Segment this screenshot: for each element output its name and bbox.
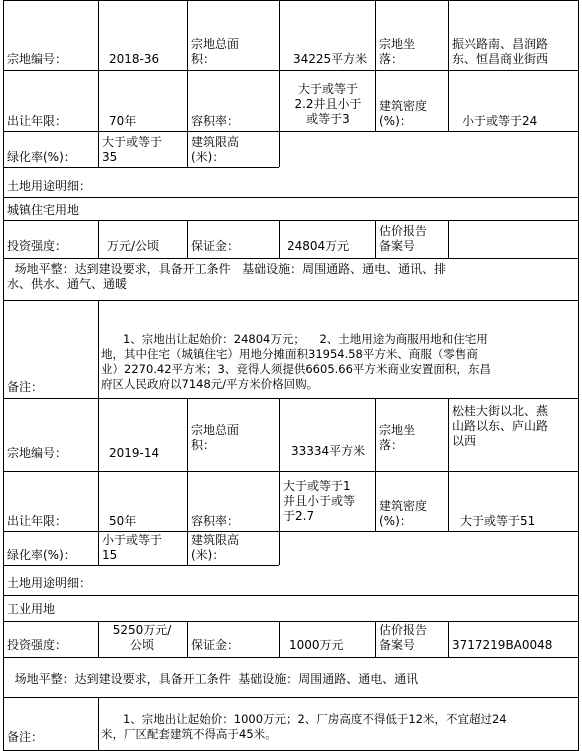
- row-divider: [3, 657, 579, 658]
- parcel-density-value: 小于或等于24: [462, 114, 538, 128]
- col-divider: [375, 398, 376, 531]
- col-divider: [187, 621, 188, 657]
- col-divider: [187, 220, 188, 258]
- parcel-remarks-value: 1、宗地出让起始价：24804万元； 2、土地用途为商服用地和住宅用 地，其中住宅（城镇住宅）用地分摊面积31954.58平方米、商服（零售商 业）2270.42平方米；3、竞得人须提供6605.66平方米商业安置面积，东昌 府区人民政府以7148元/平方米价格回购。: [101, 332, 491, 391]
- parcel-use-detail-label: 土地用途明细：: [7, 179, 92, 193]
- parcel-invest-label: 投资强度：: [7, 638, 68, 652]
- parcel-deposit-label: 保证金：: [191, 638, 240, 652]
- col-divider: [98, 220, 99, 258]
- col-divider: [279, 621, 280, 657]
- table-border-top: [3, 0, 579, 1]
- parcel-deposit-value: 1000万元: [289, 638, 344, 652]
- row-divider: [3, 197, 579, 198]
- parcel-invest-value: 5250万元/ 公顷: [112, 623, 172, 652]
- parcel-density-label: 建筑密度 (%)：: [379, 499, 428, 528]
- parcel-code-label: 宗地编号：: [7, 52, 68, 66]
- parcel-remarks-label: 备注：: [7, 380, 44, 394]
- parcel-density-value: 大于或等于51: [460, 514, 536, 528]
- parcel-remarks-value: 1、宗地出让起始价：1000万元；2、厂房高度不得低于12米，不宜超过24 米，厂区配套建筑不得高于45米。: [101, 712, 507, 741]
- parcel-height-label: 建筑限高 (米)：: [191, 135, 240, 164]
- parcel-area-label: 宗地总面 积：: [191, 37, 240, 66]
- parcel-green-label: 绿化率(%)：: [7, 548, 76, 562]
- row-divider: [3, 531, 579, 532]
- col-divider: [98, 697, 99, 751]
- row-divider: [3, 697, 579, 698]
- parcel-far-label: 容积率：: [191, 514, 240, 528]
- parcel-invest-label: 投资强度：: [7, 239, 68, 253]
- col-divider: [375, 621, 376, 657]
- table-border-right: [578, 0, 579, 751]
- parcel-use-detail-label: 土地用途明细：: [7, 576, 92, 590]
- parcel-green-value: 小于或等于 15: [102, 533, 163, 562]
- col-divider: [375, 220, 376, 258]
- parcel-location-label: 宗地坐 落：: [379, 37, 416, 66]
- col-divider: [448, 398, 449, 531]
- col-divider: [375, 0, 376, 131]
- parcel-deposit-label: 保证金：: [191, 239, 240, 253]
- parcel-term-value: 70年: [109, 114, 137, 128]
- row-divider: [3, 595, 579, 596]
- parcel-far-value: 大于或等于1 并且小于或等 于2.7: [283, 479, 356, 523]
- row-divider: [3, 220, 579, 221]
- row-divider: [3, 300, 579, 301]
- parcel-term-value: 50年: [109, 514, 137, 528]
- row-divider: [3, 70, 579, 71]
- col-divider: [279, 220, 280, 258]
- parcel-area-value: 33334平方米: [291, 444, 366, 458]
- col-divider: [98, 300, 99, 398]
- parcel-location-value: 松桂大街以北、燕 山路以东、庐山路 以西: [452, 404, 549, 448]
- col-divider: [279, 0, 280, 167]
- row-divider: [3, 565, 279, 566]
- parcel-site-conditions: 场地平整：达到建设要求，具备开工条件 基础设施：周围通路、通电、通讯: [7, 672, 419, 686]
- row-divider: [3, 471, 579, 472]
- col-divider: [448, 621, 449, 657]
- parcel-report-label: 估价报告 备案号: [379, 224, 428, 253]
- parcel-report-value: 3717219BA0048: [452, 638, 553, 652]
- parcel-remarks-label: 备注：: [7, 730, 44, 744]
- col-divider: [98, 0, 99, 167]
- parcel-location-value: 振兴路南、昌润路 东、恒昌商业街西: [452, 37, 549, 66]
- row-divider: [3, 258, 579, 259]
- parcel-green-value: 大于或等于 35: [102, 135, 163, 164]
- parcel-code-label: 宗地编号：: [7, 446, 68, 460]
- row-divider: [3, 131, 579, 132]
- parcel-invest-value: 万元/公顷: [107, 239, 160, 253]
- col-divider: [448, 220, 449, 258]
- parcel-code-value: 2018-36: [109, 52, 160, 66]
- col-divider: [98, 621, 99, 657]
- parcel-location-label: 宗地坐 落：: [379, 423, 416, 452]
- parcel-density-label: 建筑密度 (%)：: [379, 99, 428, 128]
- row-divider: [3, 398, 579, 399]
- land-parcel-announcement-table: [3, 0, 579, 751]
- parcel-far-value: 大于或等于 2.2并且小于 或等于3: [294, 82, 362, 126]
- col-divider: [98, 398, 99, 565]
- parcel-far-label: 容积率：: [191, 114, 240, 128]
- parcel-deposit-value: 24804万元: [287, 239, 350, 253]
- parcel-area-label: 宗地总面 积：: [191, 423, 240, 452]
- parcel-term-label: 出让年限：: [7, 514, 68, 528]
- col-divider: [448, 0, 449, 131]
- table-border-left: [3, 0, 4, 751]
- parcel-site-conditions: 场地平整：达到建设要求，具备开工条件 基础设施：周围通路、通电、通讯、排 水、供水、通气、通暖: [7, 262, 447, 291]
- parcel-height-label: 建筑限高 (米)：: [191, 533, 240, 562]
- col-divider: [187, 398, 188, 565]
- parcel-code-value: 2019-14: [109, 446, 160, 460]
- parcel-area-value: 34225平方米: [293, 52, 368, 66]
- col-divider: [279, 398, 280, 565]
- row-divider: [3, 621, 579, 622]
- parcel-report-label: 估价报告 备案号: [379, 623, 428, 652]
- parcel-term-label: 出让年限：: [7, 114, 68, 128]
- col-divider: [187, 0, 188, 167]
- parcel-land-use-value: 工业用地: [7, 602, 56, 616]
- row-divider: [3, 167, 279, 168]
- parcel-green-label: 绿化率(%)：: [7, 150, 76, 164]
- parcel-land-use-value: 城镇住宅用地: [7, 203, 80, 217]
